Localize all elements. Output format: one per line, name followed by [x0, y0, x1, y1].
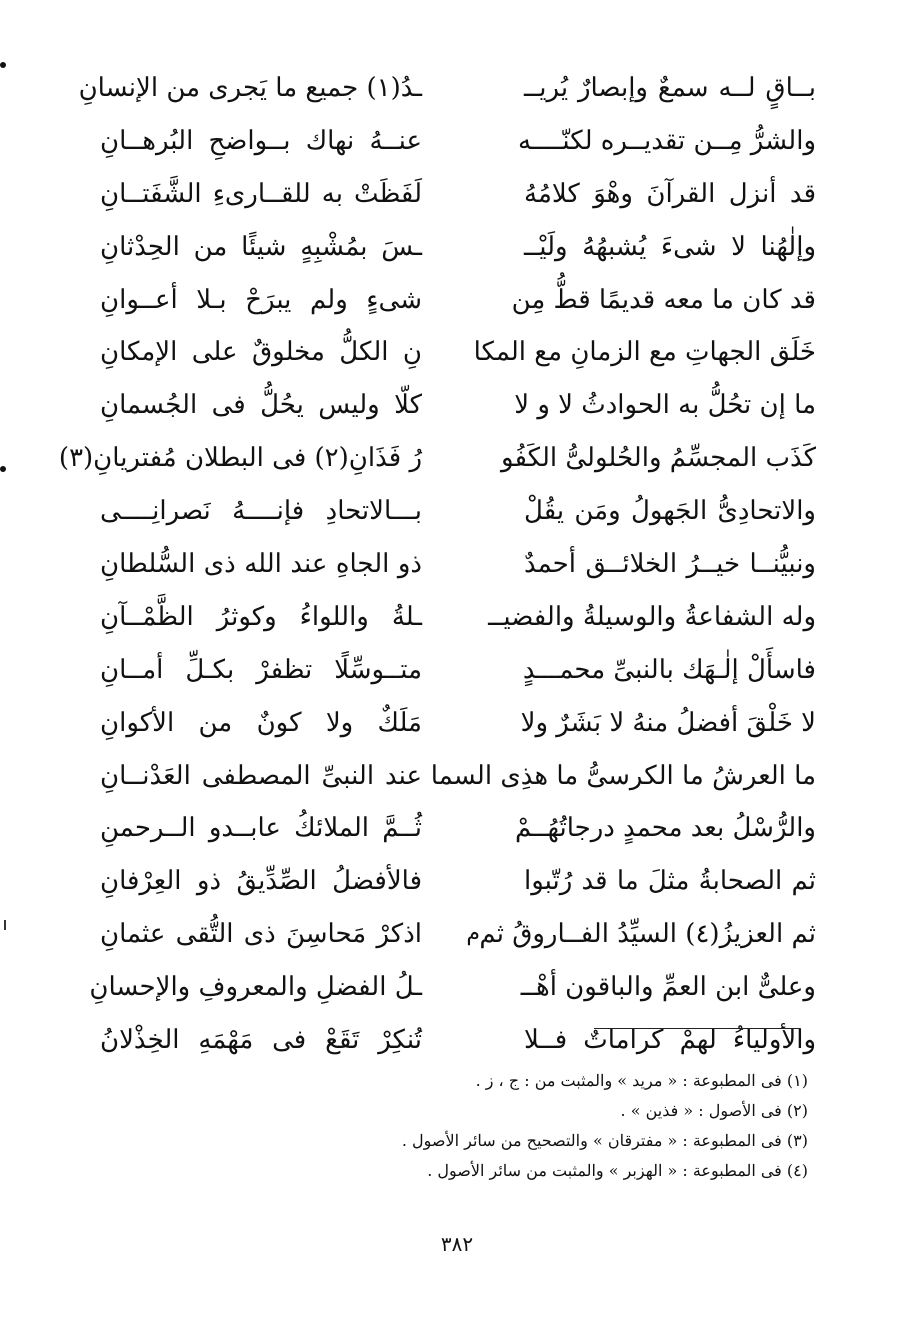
verse-second-hemistich: مَلَكٌ ولا كونٌ من الأكوانِ — [100, 707, 422, 738]
verse-second-hemistich: شىءٍ ولم يبرَحْ بـلا أعــوانِ — [100, 284, 422, 315]
footnote: (٤) فى المطبوعة : « الهزبر » والمثبت من سائر الأصول . — [427, 1161, 808, 1180]
footnote: (٢) فى الأصول : « فذين » . — [620, 1101, 808, 1120]
verse — [100, 855, 816, 908]
verse — [100, 379, 816, 432]
verse — [100, 591, 816, 644]
verse — [100, 326, 816, 379]
verse — [100, 750, 816, 803]
verse-second-hemistich: ـلةُ واللواءُ وكوثرُ الظَّمْــآنِ — [100, 601, 422, 632]
verse-first-hemistich: ونبيُّنــا خيــرُ الخلائــق أحمدٌ — [524, 549, 816, 580]
footnote: (٣) فى المطبوعة : « مفترقان » والتصحيح من سائر الأصول . — [401, 1131, 808, 1150]
verse-first-hemistich: ما إن تحُلُّ به الحوادثُ لا و لا — [514, 390, 816, 421]
margin-mark-bottom — [4, 920, 6, 930]
verse-second-hemistich: رُ فَذَانِ(٢) فى البطلان مُفتريانِ(٣) — [58, 443, 422, 474]
verse-first-hemistich: كَذَب المجسِّمُ والحُلولىُّ الكَفُو — [501, 443, 816, 474]
verse-first-hemistich: بــاقٍ لــه سمعٌ وإبصارٌ يُريــ — [524, 73, 816, 103]
verse — [100, 802, 816, 855]
verse-first-hemistich: والرُّسْلُ بعد محمدٍ درجاتُهُــمْ — [514, 813, 816, 844]
verse-second-hemistich: ـسَ بمُشْبِهٍ شيئًا من الحِدْثانِ — [100, 231, 422, 262]
verse-second-hemistich: ثُــمَّ الملائكُ عابــدو الــرحمنِ — [100, 813, 422, 844]
verse-first-hemistich: قد كان ما معه قديمًا قطُّ مِن — [511, 284, 816, 315]
verse — [100, 221, 816, 274]
verse-second-hemistich: متــوسِّلًا تظفرْ بكـلِّ أمــانِ — [100, 654, 422, 685]
verse-connector-letter: م — [466, 921, 480, 947]
verse — [100, 115, 816, 168]
verse — [100, 697, 816, 750]
verse — [100, 644, 816, 697]
verse-first-hemistich: فاسأَلْ إلٰـهَك بالنبىِّ محمـــدٍ — [522, 654, 816, 685]
verse — [89, 961, 816, 1014]
verse-first-hemistich: وإلٰهُنا لا شىءَ يُشبهُهُ ولَيْــ — [524, 231, 816, 262]
verse-second-hemistich: عند النبىِّ المصطفى العَدْنــانِ — [100, 760, 422, 791]
verse-second-hemistich: اذكرْ مَحاسِنَ ذى التُّقى عثمانِ — [100, 919, 422, 950]
verse-second-hemistich: كلّا وليس يحُلُّ فى الجُسمانِ — [100, 390, 422, 421]
verse-first-hemistich: والاتحادِىُّ الجَهولُ ومَن يقُلْ — [524, 496, 816, 527]
verse-first-hemistich: والشرُّ مِــن تقديــره لكنّــــه — [518, 125, 816, 156]
verse-second-hemistich: عنــهُ نهاك بــواضحِ البُرهــانِ — [100, 125, 422, 156]
verse — [100, 908, 816, 961]
verse-first-hemistich: ثم الصحابةُ مثلَ ما قد رُتّبوا — [524, 866, 816, 897]
verse — [100, 485, 816, 538]
footnotes — [348, 1066, 808, 1186]
footnote-separator — [594, 1028, 800, 1029]
verse-first-hemistich: خَلَق الجهاتِ مع الزمانِ مع المكا — [473, 337, 816, 368]
verse — [100, 168, 816, 221]
verse-first-hemistich: ثم العزيزُ(٤) السيِّدُ الفــاروقُ ثم — [479, 919, 816, 950]
verse — [100, 1014, 816, 1067]
verse-second-hemistich: تُنكِرْ تَقَعْ فى مَهْمَهِ الخِذْلانُ — [100, 1025, 422, 1056]
verse — [100, 538, 816, 591]
verse-first-hemistich: والأولياءُ لهمْ كراماتٌ فــلا — [524, 1025, 816, 1056]
verse — [58, 432, 816, 485]
margin-mark-middle — [0, 466, 6, 472]
verse-first-hemistich: قد أنزل القرآنَ وهْوَ كلامُهُ — [524, 178, 816, 209]
verse-second-hemistich: فالأفضلُ الصِّدِّيقُ ذو العِرْفانِ — [100, 866, 422, 897]
verse-second-hemistich: بـــالاتحادِ فإنــــهُ نَصرانِــــى — [100, 496, 422, 527]
verse-first-hemistich: ما العرشُ ما الكرسىُّ ما هذِى السما — [430, 760, 816, 791]
verse-first-hemistich: وعلىٌّ ابن العمِّ والباقون أهْــ — [520, 972, 816, 1003]
page-number: ٣٨٢ — [440, 1232, 474, 1256]
verse-second-hemistich: ـلُ الفضلِ والمعروفِ والإحسانِ — [89, 972, 422, 1003]
poem — [58, 62, 816, 1067]
verse — [78, 62, 816, 115]
verse-second-hemistich: نِ الكلُّ مخلوقٌ على الإمكانِ — [100, 337, 422, 368]
margin-mark-top — [0, 62, 6, 68]
verse-first-hemistich: لا خَلْقَ أفضلُ منهُ لا بَشَرٌ ولا — [520, 707, 816, 738]
verse-second-hemistich: ـدُ(١) جميع ما يَجرى من الإنسانِ — [78, 73, 422, 103]
verse-first-hemistich: وله الشفاعةُ والوسيلةُ والفضيــ — [488, 601, 816, 632]
verse — [100, 274, 816, 327]
footnote: (١) فى المطبوعة : « مريد » والمثبت من : ج ، ز . — [475, 1071, 808, 1090]
verse-second-hemistich: لَفَظَتْ به للقــارىءِ الشَّفَتــانِ — [100, 178, 422, 209]
verse-second-hemistich: ذو الجاهِ عند الله ذى السُّلطانِ — [100, 549, 422, 580]
